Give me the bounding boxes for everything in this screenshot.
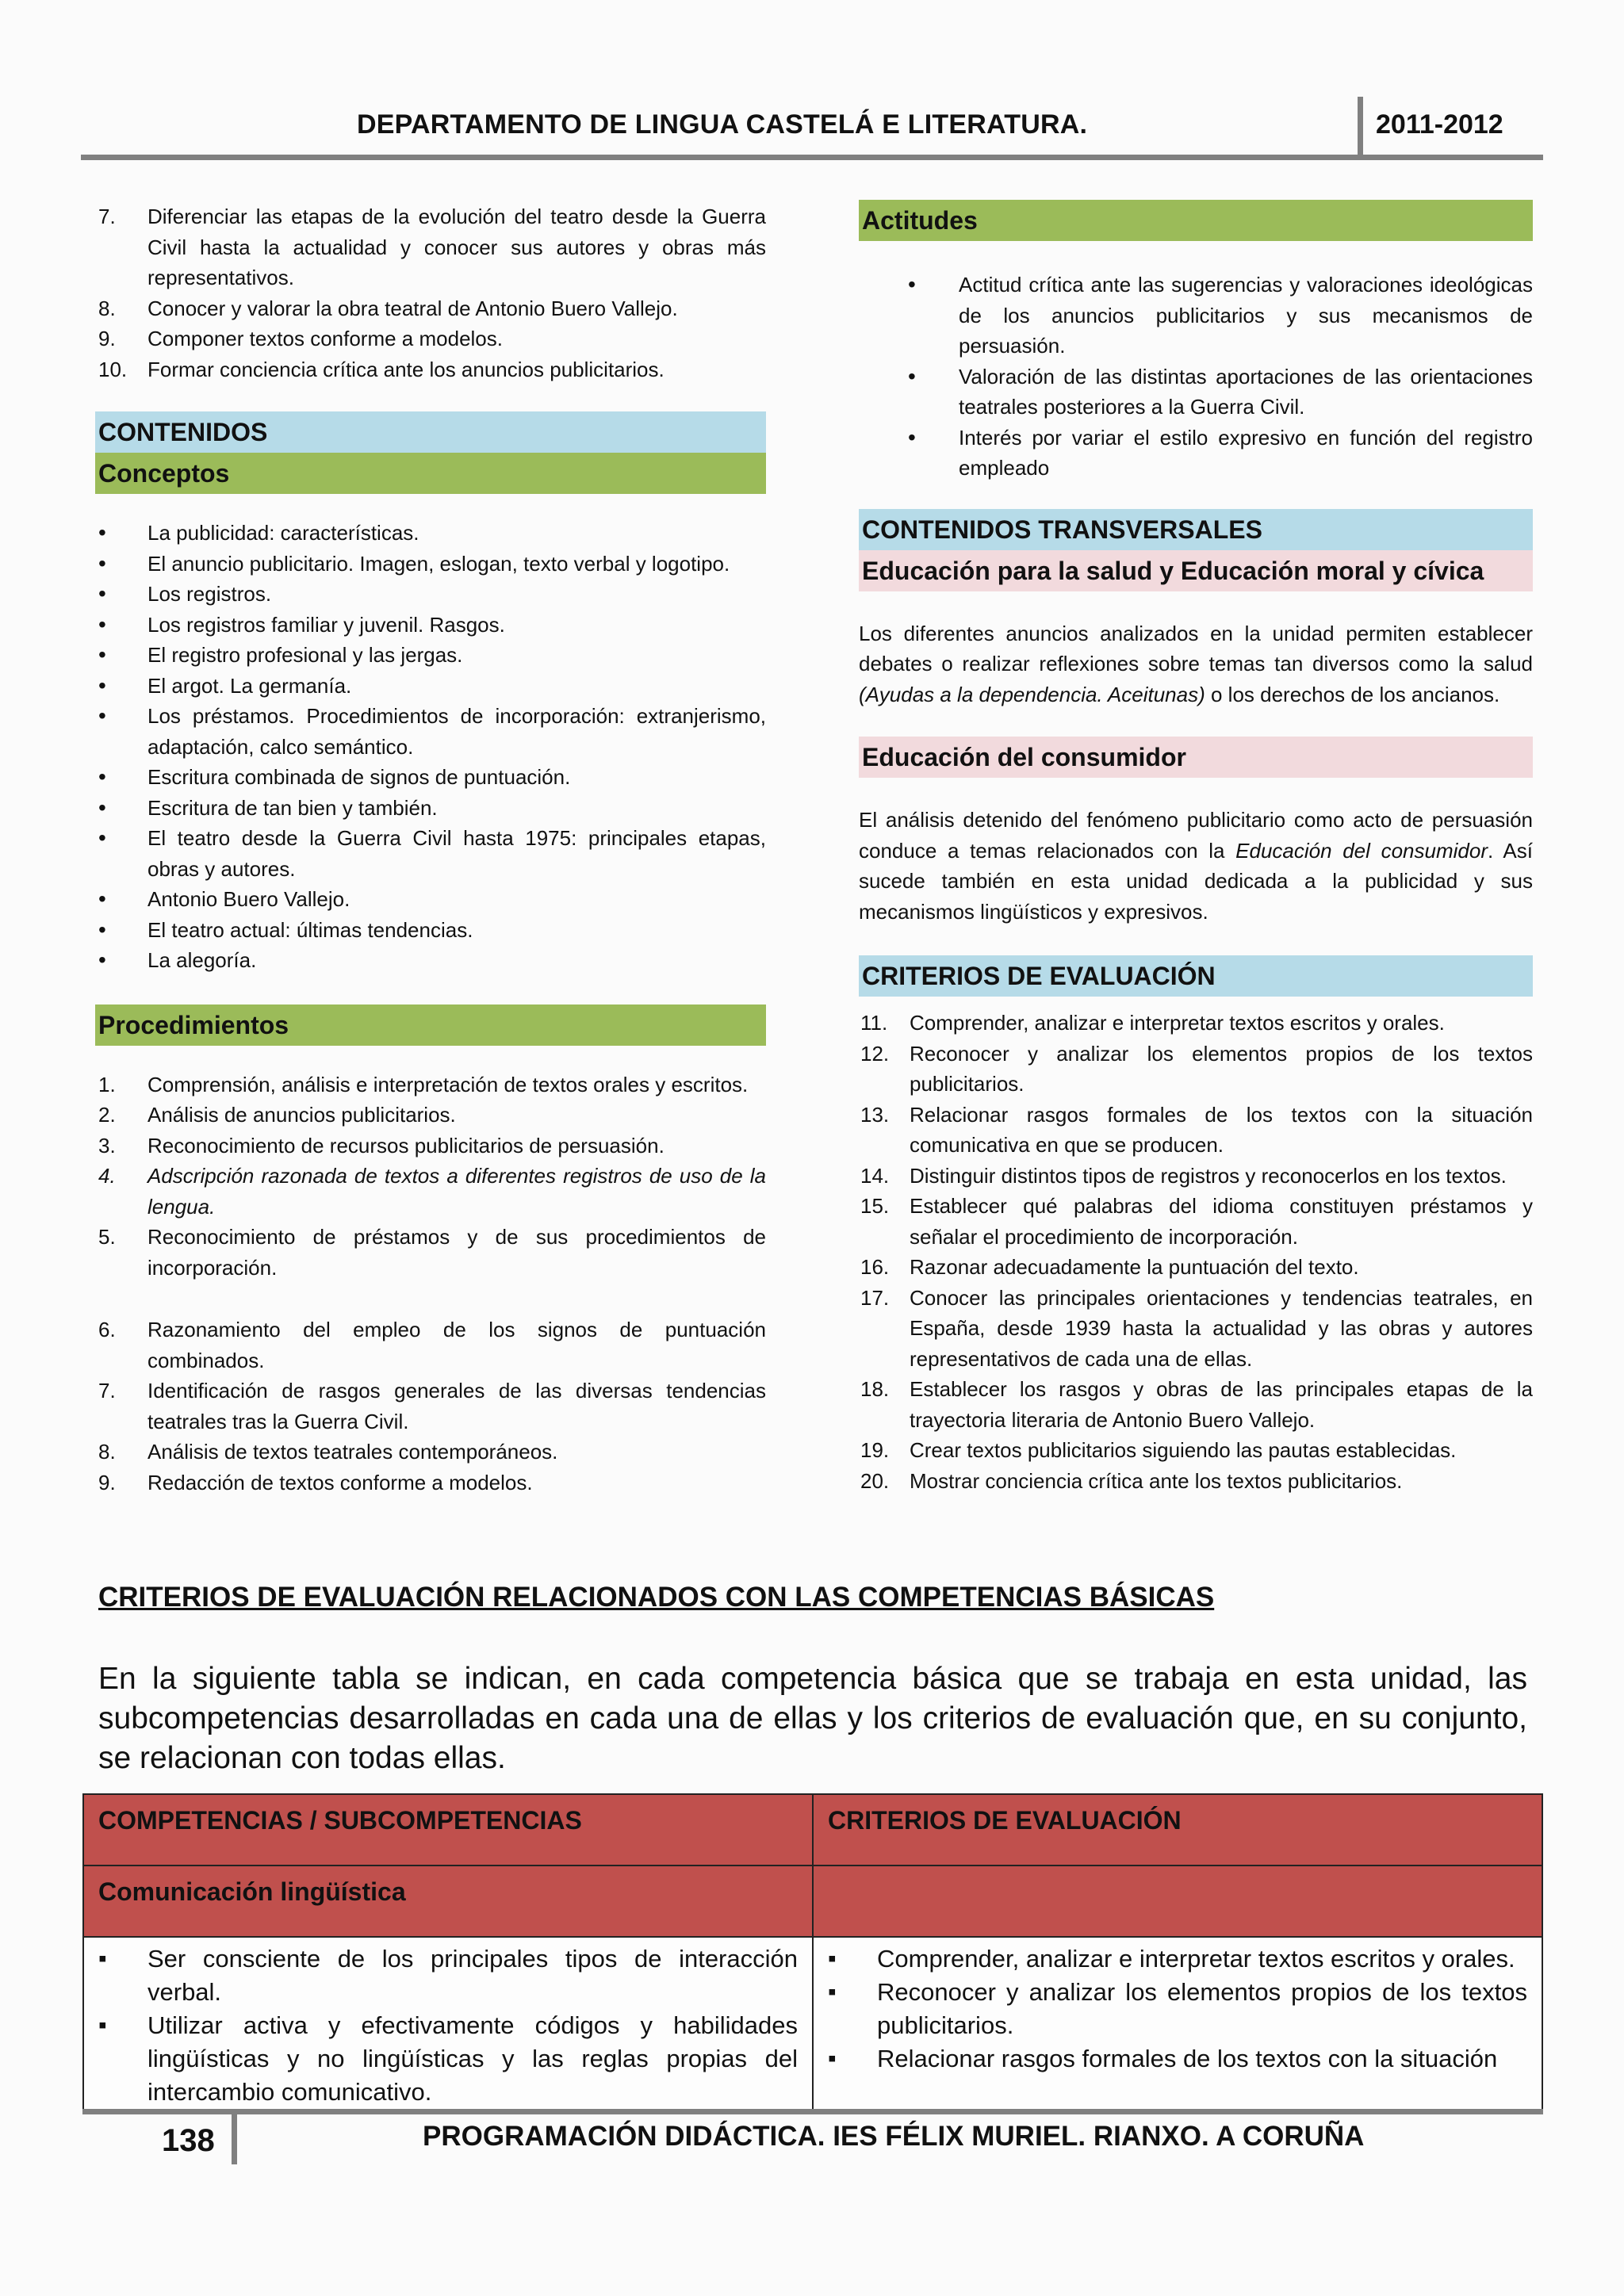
header-title: DEPARTAMENTO DE LINGUA CASTELÁ E LITERATURA. bbox=[357, 109, 1088, 140]
competencias-heading: CRITERIOS DE EVALUACIÓN RELACIONADOS CON LAS COMPETENCIAS BÁSICAS bbox=[98, 1582, 1215, 1613]
table-row bbox=[83, 1794, 1542, 1866]
criterios-cell bbox=[813, 1937, 1542, 2110]
list-item: 13. Relacionar rasgos formales de los textos con la situación comunicativa en que se producen. bbox=[860, 1102, 1533, 1157]
list-item: 9. Componer textos conforme a modelos. bbox=[98, 327, 503, 350]
list-item: ▪ Utilizar activa y efectivamente códigos y habilidades lingüísticas y no lingüísticas y las reglas propias del intercambio comunicativo. bbox=[98, 2009, 798, 2109]
objectives-list bbox=[95, 201, 766, 385]
list-item: 14. Distinguir distintos tipos de registros y reconocerlos en los textos. bbox=[860, 1163, 1507, 1188]
salud-paragraph: Los diferentes anuncios analizados en la unidad permiten establecer debates o realizar reflexiones sobre temas tan diversos como la salud (Ayudas a la dependencia. Aceitunas) o los derechos de los ancianos. bbox=[859, 621, 1533, 706]
list-item: • Los préstamos. Procedimientos de incorporación: extranjerismo, adaptación, calco semántico. bbox=[95, 701, 766, 762]
procedimientos-heading: Procedimientos bbox=[95, 1004, 766, 1046]
list-item: • Escritura de tan bien y también. bbox=[95, 793, 766, 824]
list-item: 7. Identificación de rasgos generales de las diversas tendencias teatrales tras la Guerra Civil. bbox=[98, 1379, 766, 1433]
consumidor-paragraph: El análisis detenido del fenómeno publicitario como acto de persuasión conduce a temas relacionados con la Educación del consumidor. Así sucede también en esta unidad dedicada a la publicidad y sus mecanismos lingüísticos y expresivos. bbox=[859, 808, 1534, 924]
empty-cell bbox=[813, 1866, 1542, 1937]
list-item: • Escritura combinada de signos de puntuación. bbox=[95, 762, 766, 793]
subcompetencias-list bbox=[98, 1942, 798, 2109]
list-item: 4. Adscripción razonada de textos a diferentes registros de uso de la lengua. bbox=[98, 1164, 766, 1219]
conceptos-list bbox=[95, 518, 766, 976]
salud-heading: Educación para la salud y Educación moral y cívica bbox=[859, 550, 1533, 591]
list-item: 3. Reconocimiento de recursos publicitarios de persuasión. bbox=[98, 1133, 665, 1158]
procedimientos-list-continued bbox=[95, 1314, 766, 1498]
table-criterios-list bbox=[828, 1942, 1527, 2076]
table-header-competencias: COMPETENCIAS / SUBCOMPETENCIAS bbox=[83, 1794, 813, 1866]
left-column bbox=[95, 201, 766, 1498]
list-item: • El teatro actual: últimas tendencias. bbox=[95, 915, 766, 946]
list-item: ▪ Ser consciente de los principales tipos de interacción verbal. bbox=[98, 1942, 798, 2009]
list-item: 11. Comprender, analizar e interpretar textos escritos y orales. bbox=[860, 1011, 1445, 1035]
list-item: • Antonio Buero Vallejo. bbox=[95, 884, 766, 915]
page-number: 138 bbox=[162, 2123, 215, 2158]
list-item: • Los registros. bbox=[95, 579, 766, 610]
list-item: ▪ Relacionar rasgos formales de los textos con la situación bbox=[828, 2042, 1527, 2076]
list-item: 7. Diferenciar las etapas de la evolución del teatro desde la Guerra Civil hasta la actualidad y conocer sus autores y obras más representativos. bbox=[98, 205, 766, 289]
list-item: • El anuncio publicitario. Imagen, eslogan, texto verbal y logotipo. bbox=[95, 549, 766, 580]
list-item: • El argot. La germanía. bbox=[95, 671, 766, 702]
criterios-heading: CRITERIOS DE EVALUACIÓN bbox=[859, 955, 1533, 997]
list-item: 2. Análisis de anuncios publicitarios. bbox=[98, 1103, 456, 1127]
list-item: 10. Formar conciencia crítica ante los anuncios publicitarios. bbox=[98, 357, 665, 381]
list-item: ▪ Reconocer y analizar los elementos propios de los textos publicitarios. bbox=[828, 1976, 1527, 2042]
conceptos-heading: Conceptos bbox=[95, 453, 766, 494]
list-item: • Los registros familiar y juvenil. Rasgos. bbox=[95, 610, 766, 641]
list-item: • La alegoría. bbox=[95, 945, 766, 976]
list-item: 12. Reconocer y analizar los elementos propios de los textos publicitarios. bbox=[860, 1041, 1533, 1096]
consumidor-heading: Educación del consumidor bbox=[859, 737, 1533, 778]
list-item: • Valoración de las distintas aportaciones de las orientaciones teatrales posteriores a la Guerra Civil. bbox=[859, 362, 1533, 423]
list-item: • La publicidad: características. bbox=[95, 518, 766, 549]
table-header-criterios: CRITERIOS DE EVALUACIÓN bbox=[813, 1794, 1542, 1866]
competencias-table bbox=[82, 1793, 1543, 2110]
table-row bbox=[83, 1866, 1542, 1937]
header-divider bbox=[1358, 97, 1363, 159]
list-item: 8. Análisis de textos teatrales contemporáneos. bbox=[98, 1440, 558, 1464]
contenidos-heading: CONTENIDOS bbox=[95, 411, 766, 453]
footer-rule bbox=[82, 2109, 1543, 2114]
table-row bbox=[83, 1937, 1542, 2110]
footer-title: PROGRAMACIÓN DIDÁCTICA. IES FÉLIX MURIEL. RIANXO. A CORUÑA bbox=[423, 2121, 1365, 2152]
list-item: 15. Establecer qué palabras del idioma constituyen préstamos y señalar el procedimiento de incorporación. bbox=[860, 1194, 1533, 1249]
list-item: 6. Razonamiento del empleo de los signos de puntuación combinados. bbox=[98, 1318, 766, 1372]
list-item: 1. Comprensión, análisis e interpretación de textos orales y escritos. bbox=[98, 1072, 749, 1096]
header-year: 2011-2012 bbox=[1376, 109, 1503, 140]
actitudes-list bbox=[859, 270, 1533, 484]
subcompetencias-cell bbox=[83, 1937, 813, 2110]
list-item: 18. Establecer los rasgos y obras de las principales etapas de la trayectoria literaria de Antonio Buero Vallejo. bbox=[860, 1377, 1533, 1432]
criterios-list bbox=[859, 1008, 1533, 1496]
list-item: 20. Mostrar conciencia crítica ante los textos publicitarios. bbox=[860, 1468, 1403, 1493]
list-item: • El teatro desde la Guerra Civil hasta 1975: principales etapas, obras y autores. bbox=[95, 823, 766, 884]
actitudes-heading: Actitudes bbox=[859, 200, 1533, 241]
list-item: ▪ Comprender, analizar e interpretar textos escritos y orales. bbox=[828, 1942, 1527, 1976]
list-item: 16. Razonar adecuadamente la puntuación del texto. bbox=[860, 1255, 1359, 1279]
right-column bbox=[859, 200, 1533, 1496]
procedimientos-list bbox=[95, 1070, 766, 1284]
transversales-heading: CONTENIDOS TRANSVERSALES bbox=[859, 509, 1533, 550]
list-item: • Interés por variar el estilo expresivo en función del registro empleado bbox=[859, 423, 1533, 484]
list-item: • El registro profesional y las jergas. bbox=[95, 640, 766, 671]
intro-paragraph: En la siguiente tabla se indican, en cada competencia básica que se trabaja en esta unidad, las subcompetencias desarrolladas en cada una de ellas y los criterios de evaluación que, en su conjunto, se relacionan con todas ellas. bbox=[98, 1662, 1527, 1775]
list-item: 17. Conocer las principales orientaciones y tendencias teatrales, en España, desde 1939 hasta la actualidad y las obras y autores representativos de cada una de ellas. bbox=[860, 1285, 1533, 1371]
list-item: 5. Reconocimiento de préstamos y de sus procedimientos de incorporación. bbox=[98, 1225, 766, 1280]
competencia-cell: Comunicación lingüística bbox=[83, 1866, 813, 1937]
list-item: • Actitud crítica ante las sugerencias y valoraciones ideológicas de los anuncios publicitarios y sus mecanismos de persuasión. bbox=[859, 270, 1533, 362]
list-item: 9. Redacción de textos conforme a modelos. bbox=[98, 1470, 533, 1494]
header-rule bbox=[81, 155, 1543, 160]
list-item: 19. Crear textos publicitarios siguiendo las pautas establecidas. bbox=[860, 1438, 1457, 1462]
footer-divider bbox=[232, 2110, 237, 2164]
list-item: 8. Conocer y valorar la obra teatral de Antonio Buero Vallejo. bbox=[98, 296, 678, 320]
